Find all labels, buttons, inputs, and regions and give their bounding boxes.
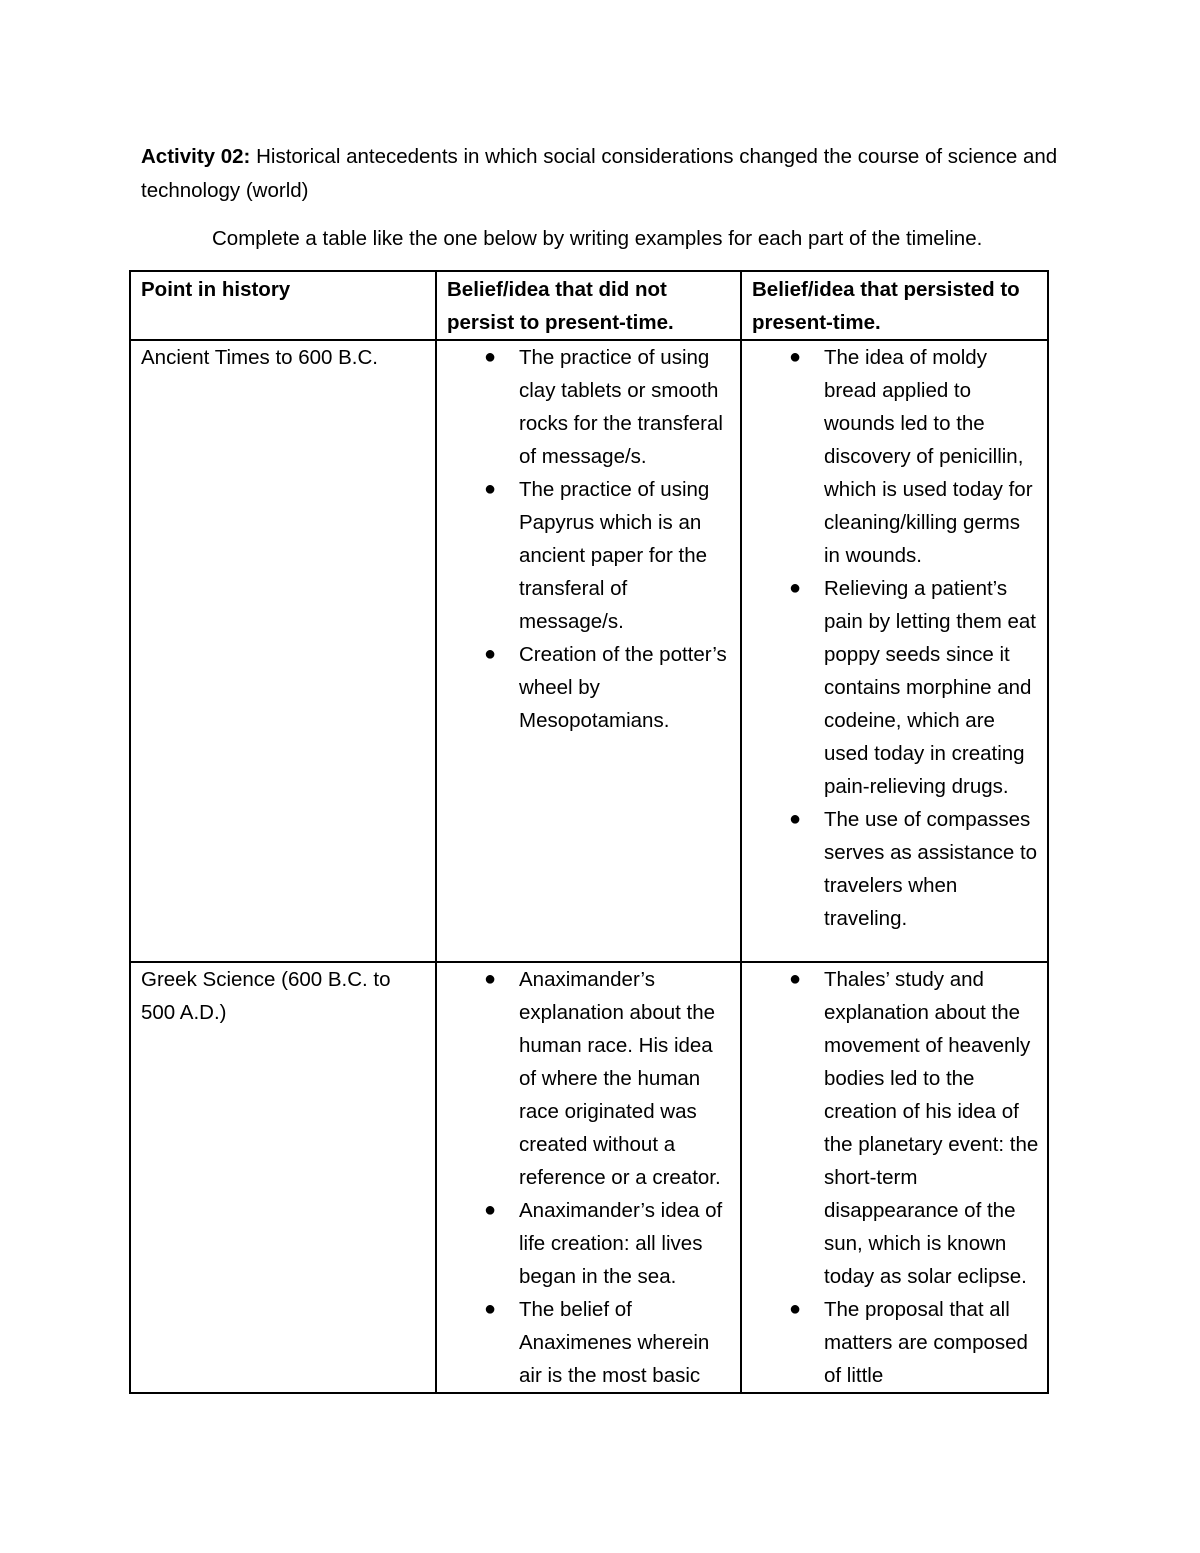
bullet-list bbox=[447, 341, 732, 737]
timeline-table bbox=[129, 270, 1049, 1394]
list-item: ● Creation of the potter’s wheel by Mesopotamians. bbox=[519, 638, 732, 737]
list-item: ● The use of compasses serves as assistance to travelers when traveling. bbox=[824, 803, 1039, 935]
instruction-text: Complete a table like the one below by writing examples for each part of the timeline. bbox=[212, 227, 983, 250]
bullet-icon: ● bbox=[484, 643, 497, 665]
list-item: ● The proposal that all matters are composed of little bbox=[824, 1293, 1039, 1392]
table-row bbox=[130, 340, 1048, 962]
header-point-in-history: Point in history bbox=[130, 271, 436, 340]
list-item: ● Anaximander’s explanation about the human race. His idea of where the human race originated was created without a reference or a creator. bbox=[519, 963, 732, 1194]
bullet-icon: ● bbox=[484, 1298, 497, 1320]
persisted-cell bbox=[741, 340, 1048, 962]
bullet-icon: ● bbox=[789, 346, 802, 368]
list-item: ● The idea of moldy bread applied to wounds led to the discovery of penicillin, which is used today for cleaning/killing germs in wounds. bbox=[824, 341, 1039, 572]
activity-heading bbox=[141, 140, 1071, 208]
bullet-icon: ● bbox=[484, 346, 497, 368]
did-not-persist-cell bbox=[436, 962, 741, 1393]
list-item: ● The practice of using Papyrus which is an ancient paper for the transferal of message/s. bbox=[519, 473, 732, 638]
era-cell bbox=[130, 962, 436, 1393]
bullet-list bbox=[752, 341, 1039, 935]
bullet-icon: ● bbox=[789, 808, 802, 830]
bullet-icon: ● bbox=[484, 1199, 497, 1221]
era-label: Ancient Times to 600 B.C. bbox=[141, 346, 379, 369]
list-item: ● Relieving a patient’s pain by letting them eat poppy seeds since it contains morphine and codeine, which are used today in creating pain-relieving drugs. bbox=[824, 572, 1039, 803]
table-header-row bbox=[130, 271, 1048, 340]
bullet-icon: ● bbox=[484, 478, 497, 500]
bullet-icon: ● bbox=[789, 968, 802, 990]
activity-title: Historical antecedents in which social considerations changed the course of science and technology (world) bbox=[141, 145, 1058, 202]
did-not-persist-cell bbox=[436, 340, 741, 962]
bullet-icon: ● bbox=[789, 1298, 802, 1320]
bullet-icon: ● bbox=[484, 968, 497, 990]
list-item: ● Anaximander’s idea of life creation: all lives began in the sea. bbox=[519, 1194, 732, 1293]
table-row bbox=[130, 962, 1048, 1393]
era-cell bbox=[130, 340, 436, 962]
era-label: Greek Science (600 B.C. to 500 A.D.) bbox=[141, 968, 391, 1024]
bullet-list bbox=[752, 963, 1039, 1392]
list-item: ● The practice of using clay tablets or smooth rocks for the transferal of message/s. bbox=[519, 341, 732, 473]
header-did-not-persist: Belief/idea that did not persist to present-time. bbox=[436, 271, 741, 340]
bullet-list bbox=[447, 963, 732, 1392]
activity-label: Activity 02: bbox=[141, 145, 251, 168]
bullet-icon: ● bbox=[789, 577, 802, 599]
header-persisted: Belief/idea that persisted to present-time. bbox=[741, 271, 1048, 340]
persisted-cell bbox=[741, 962, 1048, 1393]
list-item: ● Thales’ study and explanation about the movement of heavenly bodies led to the creation of his idea of the planetary event: the short-term disappearance of the sun, which is known today as solar eclipse. bbox=[824, 963, 1039, 1293]
list-item: ● The belief of Anaximenes wherein air is the most basic bbox=[519, 1293, 732, 1392]
